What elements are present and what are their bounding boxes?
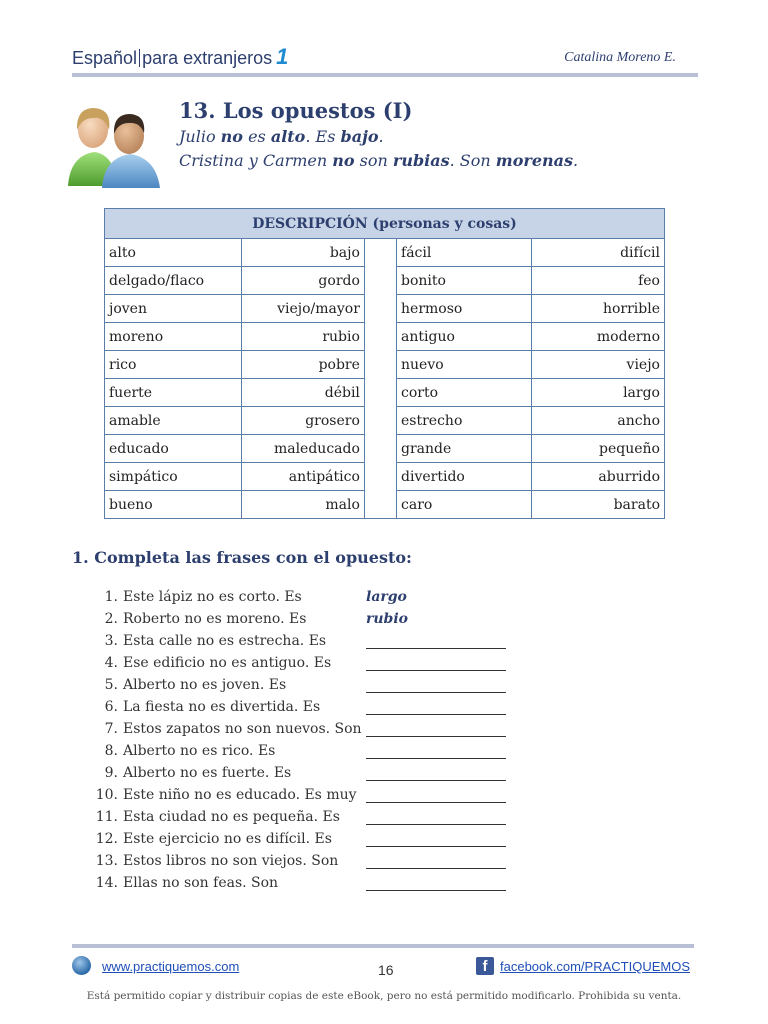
exercise-sentence: Alberto no es joven. Es	[123, 677, 287, 693]
brand-level: 1	[276, 44, 289, 69]
example-text: .	[573, 151, 579, 170]
exercise-item	[94, 806, 514, 828]
table-cell: aburrido	[532, 463, 665, 491]
table-row	[105, 295, 665, 323]
exercise-number: 12.	[95, 831, 118, 847]
answer-blank[interactable]	[366, 824, 506, 825]
exercise-item	[94, 674, 514, 696]
lesson-title: 13. Los opuestos (I)	[179, 98, 413, 123]
people-icon	[64, 100, 164, 192]
exercise-number: 9.	[104, 765, 118, 781]
table-cell: joven	[105, 295, 242, 323]
exercise-item	[94, 652, 514, 674]
table-cell: caro	[397, 491, 532, 519]
table-cell: feo	[532, 267, 665, 295]
table-row	[105, 239, 665, 267]
header-rule	[72, 73, 698, 77]
exercise-number: 7.	[104, 721, 118, 737]
brand-rest: para extranjeros	[142, 48, 273, 68]
example-sentence-1	[179, 127, 384, 146]
table-cell: fuerte	[105, 379, 242, 407]
table-row	[105, 351, 665, 379]
exercise-item	[94, 740, 514, 762]
example-text: .	[378, 127, 384, 146]
table-cell: largo	[532, 379, 665, 407]
table-cell: grosero	[242, 407, 364, 435]
table-row	[105, 435, 665, 463]
exercise-number: 6.	[104, 699, 118, 715]
table-row	[105, 463, 665, 491]
table-row	[105, 407, 665, 435]
exercise-sentence: Esta ciudad no es pequeña. Es	[123, 809, 340, 825]
exercise-number: 4.	[104, 655, 118, 671]
footer-rule	[72, 944, 694, 948]
brand-separator	[139, 49, 140, 67]
answer-blank[interactable]	[366, 736, 506, 737]
answer-blank[interactable]	[366, 780, 506, 781]
table-cell: barato	[532, 491, 665, 519]
answer-blank[interactable]	[366, 846, 506, 847]
table-cell: antiguo	[397, 323, 532, 351]
example-text: Julio	[179, 127, 221, 146]
table-gap-cell	[364, 239, 396, 267]
table-row	[105, 379, 665, 407]
example-bold: morenas	[495, 151, 573, 170]
table-gap-cell	[364, 407, 396, 435]
table-cell: educado	[105, 435, 242, 463]
exercise-sentence: Este niño no es educado. Es muy	[123, 787, 357, 803]
exercise-number: 13.	[95, 853, 118, 869]
exercise-sentence: Alberto no es rico. Es	[123, 743, 276, 759]
table-cell: alto	[105, 239, 242, 267]
table-cell: nuevo	[397, 351, 532, 379]
example-sentence-2	[179, 151, 578, 170]
table-cell: débil	[242, 379, 364, 407]
answer-blank[interactable]	[366, 890, 506, 891]
exercise-number: 5.	[104, 677, 118, 693]
example-text: . Son	[449, 151, 496, 170]
table-gap-cell	[364, 491, 396, 519]
example-bold: bajo	[340, 127, 379, 146]
exercise-number: 11.	[95, 809, 118, 825]
exercise-sentence: Ese edificio no es antiguo. Es	[123, 655, 332, 671]
exercise-answer: rubio	[366, 611, 408, 627]
table-cell: moreno	[105, 323, 242, 351]
answer-blank[interactable]	[366, 758, 506, 759]
table-cell: rubio	[242, 323, 364, 351]
exercise-item	[94, 872, 514, 894]
table-cell: grande	[397, 435, 532, 463]
answer-blank[interactable]	[366, 670, 506, 671]
exercise-item	[94, 850, 514, 872]
exercise-number: 10.	[95, 787, 118, 803]
example-bold: no	[220, 127, 243, 146]
table-cell: divertido	[397, 463, 532, 491]
website-link[interactable]: www.practiquemos.com	[102, 959, 240, 974]
table-cell: antipático	[242, 463, 364, 491]
exercise-sentence: Ellas no son feas. Son	[123, 875, 279, 891]
table-cell: pobre	[242, 351, 364, 379]
table-header: DESCRIPCIÓN (personas y cosas)	[105, 209, 665, 239]
page-header	[72, 44, 698, 72]
example-bold: alto	[270, 127, 306, 146]
table-cell: hermoso	[397, 295, 532, 323]
example-bold: rubias	[392, 151, 450, 170]
author: Catalina Moreno E.	[564, 50, 676, 65]
table-cell: pequeño	[532, 435, 665, 463]
exercise-item	[94, 718, 514, 740]
exercise-item	[94, 828, 514, 850]
table-cell: amable	[105, 407, 242, 435]
table-gap-cell	[364, 435, 396, 463]
exercise-item	[94, 762, 514, 784]
exercise-number: 1.	[104, 589, 118, 605]
answer-blank[interactable]	[366, 868, 506, 869]
table-cell: gordo	[242, 267, 364, 295]
page-number: 16	[378, 962, 394, 978]
exercise-list	[94, 586, 514, 894]
table-gap-cell	[364, 463, 396, 491]
table-cell: ancho	[532, 407, 665, 435]
exercise-item	[94, 586, 514, 608]
table-cell: bonito	[397, 267, 532, 295]
table-cell: delgado/flaco	[105, 267, 242, 295]
table-gap-cell	[364, 295, 396, 323]
table-cell: simpático	[105, 463, 242, 491]
table-gap-cell	[364, 379, 396, 407]
table-gap-cell	[364, 323, 396, 351]
table-cell: viejo/mayor	[242, 295, 364, 323]
exercise-sentence: Este lápiz no es corto. Es	[123, 589, 302, 605]
example-text: . Es	[305, 127, 341, 146]
table-cell: bajo	[242, 239, 364, 267]
example-text: son	[354, 151, 393, 170]
exercise-number: 2.	[104, 611, 118, 627]
table-cell: fácil	[397, 239, 532, 267]
table-cell: corto	[397, 379, 532, 407]
table-cell: moderno	[532, 323, 665, 351]
facebook-link[interactable]: facebook.com/PRACTIQUEMOS	[500, 959, 690, 974]
brand-title	[72, 44, 288, 70]
legal-notice: Está permitido copiar y distribuir copias de este eBook, pero no está permitido modificarlo. Prohibida su venta.	[86, 990, 682, 1002]
answer-blank[interactable]	[366, 648, 506, 649]
table-cell: malo	[242, 491, 364, 519]
table-row	[105, 491, 665, 519]
table-cell: difícil	[532, 239, 665, 267]
table-cell: rico	[105, 351, 242, 379]
table-cell: estrecho	[397, 407, 532, 435]
brand-word: Español	[72, 48, 138, 68]
table-row	[105, 267, 665, 295]
exercise-answer: largo	[366, 589, 407, 605]
exercise-sentence: Estos zapatos no son nuevos. Son	[123, 721, 362, 737]
answer-blank[interactable]	[366, 714, 506, 715]
exercise-title: 1. Completa las frases con el opuesto:	[72, 548, 412, 567]
table-gap-cell	[364, 351, 396, 379]
globe-icon	[72, 956, 91, 975]
facebook-icon: f	[476, 957, 494, 975]
answer-blank[interactable]	[366, 802, 506, 803]
exercise-item	[94, 696, 514, 718]
table-cell: viejo	[532, 351, 665, 379]
opposites-table	[104, 208, 665, 519]
table-cell: horrible	[532, 295, 665, 323]
exercise-sentence: La fiesta no es divertida. Es	[123, 699, 321, 715]
example-text: Cristina y Carmen	[179, 151, 333, 170]
exercise-sentence: Alberto no es fuerte. Es	[123, 765, 292, 781]
table-row	[105, 323, 665, 351]
exercise-number: 8.	[104, 743, 118, 759]
exercise-number: 14.	[95, 875, 118, 891]
exercise-item	[94, 784, 514, 806]
example-text: es	[242, 127, 271, 146]
exercise-sentence: Estos libros no son viejos. Son	[123, 853, 339, 869]
exercise-sentence: Esta calle no es estrecha. Es	[123, 633, 327, 649]
answer-blank[interactable]	[366, 692, 506, 693]
example-bold: no	[332, 151, 355, 170]
table-gap-cell	[364, 267, 396, 295]
exercise-sentence: Roberto no es moreno. Es	[123, 611, 307, 627]
exercise-sentence: Este ejercicio no es difícil. Es	[123, 831, 332, 847]
exercise-item	[94, 608, 514, 630]
exercise-number: 3.	[104, 633, 118, 649]
table-cell: bueno	[105, 491, 242, 519]
exercise-item	[94, 630, 514, 652]
table-cell: maleducado	[242, 435, 364, 463]
table-body	[105, 239, 665, 519]
